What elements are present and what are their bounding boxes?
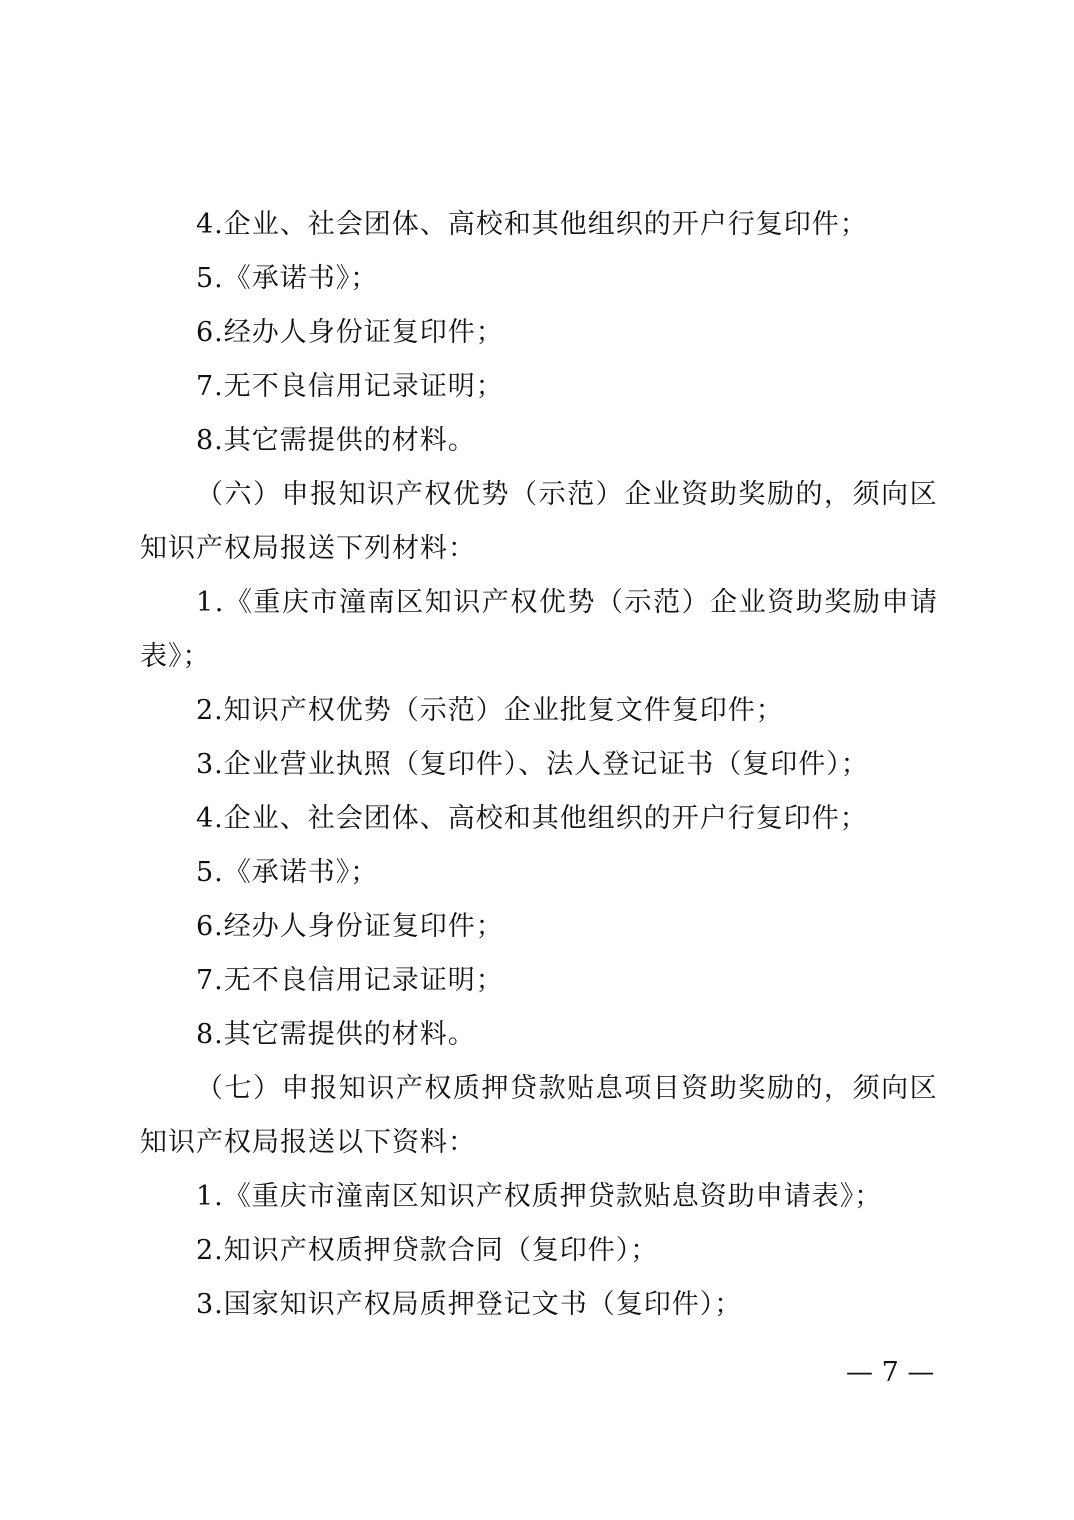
text-line: 4.企业、社会团体、高校和其他组织的开户行复印件； xyxy=(196,803,868,834)
text-line: 2.知识产权优势（示范）企业批复文件复印件； xyxy=(196,695,784,726)
text-char: 产 xyxy=(395,1073,424,1104)
section-seven-heading xyxy=(196,1072,938,1106)
text-char: 范 xyxy=(567,479,596,510)
text-line: 8.其它需提供的材料。 xyxy=(196,1019,476,1050)
text-char: ） xyxy=(253,479,282,510)
text-char: 质 xyxy=(452,1073,481,1104)
text-line-justified xyxy=(196,586,938,620)
text-line: 知识产权局报送下列材料： xyxy=(140,533,476,564)
text-line: 3.国家知识产权局质押登记文书（复印件）； xyxy=(196,1289,743,1320)
text-char: 优 xyxy=(538,587,567,618)
text-char: 励 xyxy=(766,479,795,510)
text-char: ） xyxy=(595,479,624,510)
text-char: 权 xyxy=(510,587,539,618)
text-char: 示 xyxy=(538,479,567,510)
text-char: 知 xyxy=(338,479,367,510)
text-line: 4.企业、社会团体、高校和其他组织的开户行复印件； xyxy=(196,209,868,240)
text-char: ， xyxy=(824,479,853,510)
text-line: 表》； xyxy=(140,641,211,672)
text-char: 南 xyxy=(367,587,396,618)
section-six-heading xyxy=(196,478,938,512)
text-char: 企 xyxy=(624,479,653,510)
text-char: 目 xyxy=(652,1073,681,1104)
text-char: 重 xyxy=(253,587,282,618)
text-line: 7.无不良信用记录证明； xyxy=(196,371,504,402)
text-char: 区 xyxy=(909,479,938,510)
text-char: 潼 xyxy=(339,587,368,618)
text-char: 助 xyxy=(709,1073,738,1104)
text-char: 向 xyxy=(881,479,910,510)
text-char: ， xyxy=(824,1073,853,1104)
text-line: 8.其它需提供的材料。 xyxy=(196,425,476,456)
text-line: 2.知识产权质押贷款合同（复印件）； xyxy=(196,1235,659,1266)
text-char: 识 xyxy=(367,1073,396,1104)
text-char: 产 xyxy=(481,587,510,618)
text-char: 资 xyxy=(681,479,710,510)
text-char: 报 xyxy=(310,1073,339,1104)
text-char: （ xyxy=(595,587,624,618)
text-char: 须 xyxy=(852,479,881,510)
text-char: 励 xyxy=(766,1073,795,1104)
text-char: 知 xyxy=(424,587,453,618)
text-char: 权 xyxy=(424,479,453,510)
text-line: 7.无不良信用记录证明； xyxy=(196,965,504,996)
text-char: 识 xyxy=(367,479,396,510)
text-char: . xyxy=(214,587,225,618)
text-char: 势 xyxy=(567,587,596,618)
text-char: 项 xyxy=(624,1073,653,1104)
text-char: 识 xyxy=(453,587,482,618)
text-char: 优 xyxy=(452,479,481,510)
text-char: 庆 xyxy=(281,587,310,618)
text-line: 6.经办人身份证复印件； xyxy=(196,911,504,942)
text-line: 5.《承诺书》； xyxy=(196,263,379,294)
text-char: 助 xyxy=(709,479,738,510)
text-char: 区 xyxy=(909,1073,938,1104)
text-line: 1.《重庆市潼南区知识产权质押贷款贴息资助申请表》； xyxy=(196,1181,883,1212)
text-char: 范 xyxy=(653,587,682,618)
text-char: 奖 xyxy=(738,1073,767,1104)
text-char: 权 xyxy=(424,1073,453,1104)
text-char: 区 xyxy=(396,587,425,618)
text-char: 报 xyxy=(310,479,339,510)
text-char: 请 xyxy=(910,587,938,618)
text-line: 知识产权局报送以下资料： xyxy=(140,1127,476,1158)
text-char: 助 xyxy=(795,587,824,618)
text-char: 势 xyxy=(481,479,510,510)
text-char: 贷 xyxy=(510,1073,539,1104)
text-char: 1 xyxy=(196,587,215,618)
text-line: 6.经办人身份证复印件； xyxy=(196,317,504,348)
text-char: 的 xyxy=(795,479,824,510)
text-char: 资 xyxy=(681,1073,710,1104)
text-char: 奖 xyxy=(738,479,767,510)
text-line: 5.《承诺书》； xyxy=(196,857,379,888)
text-char: 市 xyxy=(310,587,339,618)
text-char: 申 xyxy=(281,1073,310,1104)
text-char: 的 xyxy=(795,1073,824,1104)
text-char: 六 xyxy=(224,479,253,510)
text-char: 业 xyxy=(652,479,681,510)
text-char: 《 xyxy=(224,587,253,618)
text-char: 资 xyxy=(767,587,796,618)
text-char: 申 xyxy=(281,479,310,510)
text-char: 企 xyxy=(710,587,739,618)
text-char: （ xyxy=(196,1073,224,1104)
text-char: 业 xyxy=(738,587,767,618)
text-char: 产 xyxy=(395,479,424,510)
text-char: ） xyxy=(253,1073,282,1104)
text-char: 七 xyxy=(224,1073,253,1104)
text-char: 向 xyxy=(881,1073,910,1104)
text-char: 息 xyxy=(595,1073,624,1104)
text-char: 知 xyxy=(338,1073,367,1104)
text-char: 押 xyxy=(481,1073,510,1104)
text-char: 款 xyxy=(538,1073,567,1104)
text-line: 3.企业营业执照（复印件）、法人登记证书（复印件）； xyxy=(196,749,869,780)
text-char: 奖 xyxy=(824,587,853,618)
text-char: 示 xyxy=(624,587,653,618)
text-char: 励 xyxy=(852,587,881,618)
text-char: 贴 xyxy=(567,1073,596,1104)
text-char: 须 xyxy=(852,1073,881,1104)
page-number: — 7 — xyxy=(846,1357,935,1388)
text-char: 申 xyxy=(881,587,910,618)
text-char: （ xyxy=(510,479,539,510)
text-char: （ xyxy=(196,479,224,510)
text-char: ） xyxy=(681,587,710,618)
